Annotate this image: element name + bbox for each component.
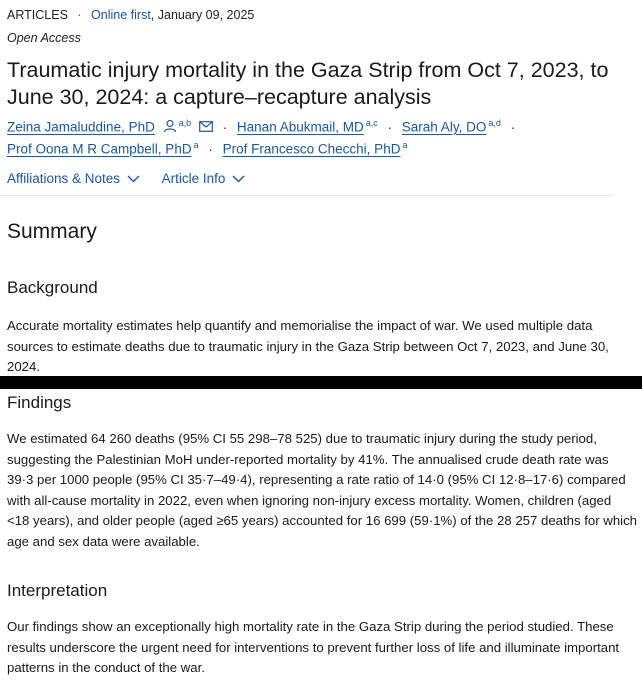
- article-nav: [7, 171, 263, 186]
- screenshot-divider-band: [0, 376, 642, 389]
- chevron-down-icon: [127, 175, 140, 183]
- open-access-label: Open Access: [7, 31, 81, 45]
- affiliations-notes-toggle[interactable]: [7, 171, 140, 186]
- author-affiliation: a,b: [178, 118, 192, 128]
- author-separator: ·: [222, 119, 228, 135]
- person-icon[interactable]: [163, 119, 177, 136]
- author-link[interactable]: Hanan Abukmail, MD: [236, 119, 364, 135]
- interpretation-text: Our findings show an exceptionally high mortality rate in the Gaza Strip during the period studied. These results underscore the urgent need for interventions to prevent further loss of life and illuminate important patterns in the conduct of the war.: [7, 619, 620, 675]
- author-affiliation: a: [193, 140, 199, 150]
- article-info-toggle[interactable]: [162, 171, 246, 186]
- article-title: Traumatic injury mortality in the Gaza Strip from Oct 7, 2023, to June 30, 2024: a capture–recapture analysis: [7, 58, 609, 109]
- author-separator: ·: [208, 141, 213, 157]
- author-separator: ·: [510, 119, 516, 135]
- background-text: Accurate mortality estimates help quantify and memorialise the impact of war. We used multiple data sources to estimate deaths due to traumatic injury in the Gaza Strip between Oct 7, 2023, and June 30, 2024.: [7, 318, 609, 374]
- author-affiliation: a: [402, 140, 408, 150]
- chevron-down-icon: [232, 175, 245, 183]
- meta-separator: ·: [77, 8, 82, 22]
- author-affiliation: a,d: [488, 118, 501, 128]
- article-info-label: Article Info: [161, 171, 226, 186]
- author-separator: ·: [387, 119, 393, 135]
- interpretation-heading: Interpretation: [7, 581, 108, 600]
- email-icon[interactable]: [199, 120, 213, 135]
- author-link[interactable]: Sarah Aly, DO: [401, 119, 487, 135]
- divider: [0, 195, 613, 196]
- publication-date: , January 09, 2025: [150, 8, 255, 22]
- summary-heading: Summary: [7, 220, 97, 243]
- online-first-link[interactable]: Online first: [91, 8, 151, 22]
- author-affiliation: a,c: [365, 118, 378, 128]
- author-link[interactable]: Prof Francesco Checchi, PhD: [222, 141, 401, 157]
- author-link[interactable]: Prof Oona M R Campbell, PhD: [7, 141, 192, 157]
- author-list-line-2: [7, 140, 637, 157]
- findings-heading: Findings: [7, 393, 72, 412]
- author-list-line-1: [7, 118, 637, 136]
- author-link[interactable]: Zeina Jamaluddine, PhD: [7, 119, 155, 135]
- article-category: ARTICLES: [7, 8, 68, 22]
- findings-text: We estimated 64 260 deaths (95% CI 55 298–78 525) due to traumatic injury during the study period, suggesting the Palestinian MoH under-reported mortality by 41%. The annualised crude death rate was 39·3 per 1000 people (95% CI 35·7–49·4), representing a rate ratio of 14·0 (95% CI 12·8–17·6) compared with all-cause mortality in 2022, even when ignoring non-injury excess mortality. Women, children (aged <18 years), and older people (aged ≥65 years) accounted for 16 699 (59·1%) of the 28 257 deaths for which age and sex data were available.: [7, 431, 638, 549]
- background-heading: Background: [7, 278, 98, 297]
- affiliations-notes-label: Affiliations & Notes: [7, 171, 121, 186]
- article-meta: [7, 8, 254, 22]
